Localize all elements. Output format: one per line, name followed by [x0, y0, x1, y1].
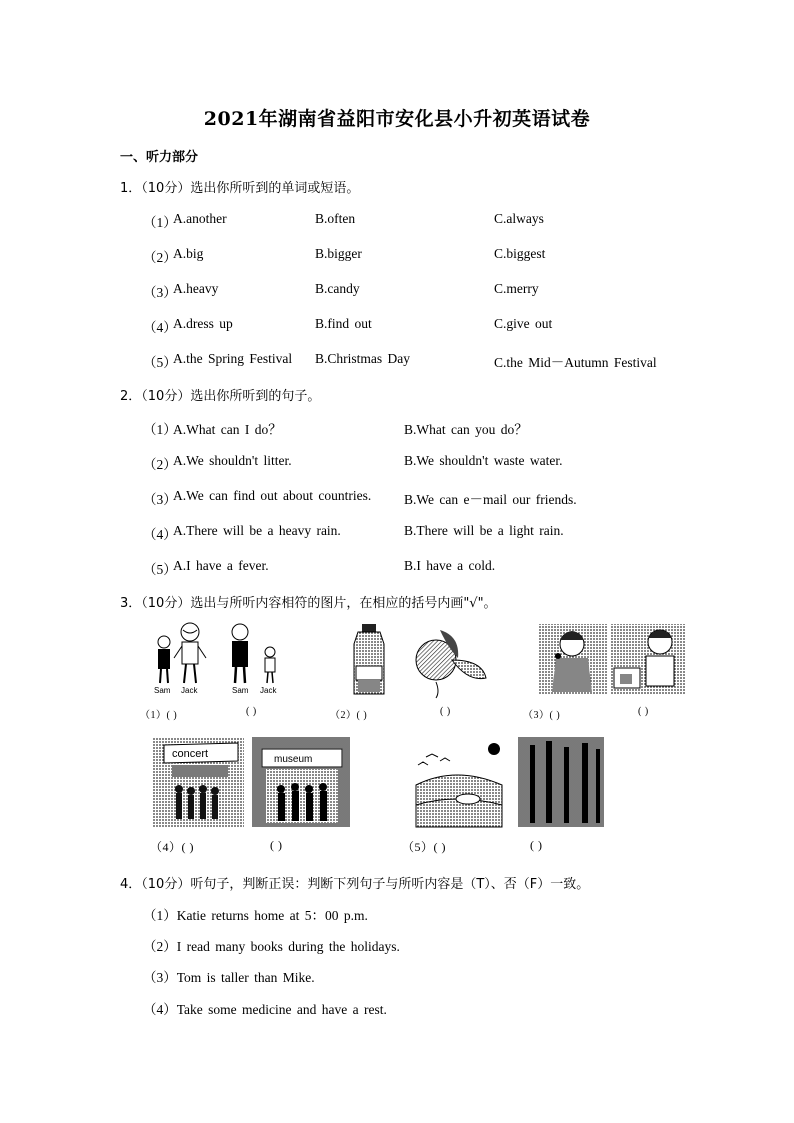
label-sam: Sam [232, 686, 249, 695]
q4-statement: （4）Take some medicine and have a rest. [143, 1002, 387, 1017]
q2-option-a: A.There will be a heavy rain. [173, 523, 341, 538]
section-heading-listening: 一、听力部分 [120, 150, 199, 165]
q1-option-a: A.heavy [173, 281, 219, 296]
q2-item-number: （4） [143, 527, 177, 542]
answer-paren-3b[interactable]: ( ) [638, 706, 649, 717]
answer-paren-5b[interactable]: ( ) [530, 838, 543, 852]
q3-picture-row-1 [140, 620, 700, 700]
q2-item-number: （5） [143, 562, 177, 577]
pic-sam-jack-b [232, 624, 277, 695]
answer-paren-2b[interactable]: ( ) [440, 706, 451, 717]
q1-option-c: C.the Mid－Autumn Festival [494, 355, 657, 370]
label-sam: Sam [154, 686, 171, 695]
q1-item-number: （1） [143, 215, 177, 230]
pic-bottle [354, 624, 384, 694]
q2-option-b: B.We can e－mail our friends. [404, 492, 577, 507]
q1-option-b: B.candy [315, 281, 360, 296]
q2-option-a: A.We shouldn't litter. [173, 453, 292, 468]
q1-option-a: A.the Spring Festival [173, 351, 293, 366]
question-3-stem: 3．（10分）选出与所听内容相符的图片，在相应的括号内画"√"。 [120, 596, 497, 611]
pic-forest [518, 737, 604, 827]
q1-option-b: B.bigger [315, 246, 362, 261]
q1-item-number: （3） [143, 285, 177, 300]
q1-option-c: C.give out [494, 316, 553, 331]
q2-option-a: A.We can find out about countries. [173, 488, 372, 503]
answer-paren-4b[interactable]: ( ) [270, 838, 283, 852]
q1-option-c: C.merry [494, 281, 539, 296]
label-jack: Jack [181, 686, 198, 695]
label-concert: concert [172, 748, 209, 760]
pic-cook [610, 624, 686, 694]
answer-paren-3a[interactable]: （3）( ) [523, 710, 561, 721]
q1-option-a: A.another [173, 211, 227, 226]
q2-option-b: B.What can you do？ [404, 422, 528, 437]
page-title: 2021年湖南省益阳市安化县小升初英语试卷 [203, 108, 591, 130]
pic-sam-jack-a [154, 623, 206, 695]
q1-option-c: C.always [494, 211, 544, 226]
q2-option-b: B.I have a cold. [404, 558, 496, 573]
q1-option-a: A.dress up [173, 316, 233, 331]
pic-singer [538, 624, 608, 694]
q1-option-a: A.big [173, 246, 204, 261]
q1-option-b: B.Christmas Day [315, 351, 410, 366]
q1-item-number: （2） [143, 250, 177, 265]
question-2-stem: 2．（10分）选出你所听到的句子。 [120, 389, 321, 404]
q1-option-b: B.often [315, 211, 356, 226]
q2-item-number: （1） [143, 422, 177, 437]
pic-fruit [416, 630, 486, 698]
answer-paren-2a[interactable]: （2）( ) [330, 710, 368, 721]
pic-landscape [416, 743, 502, 827]
q4-statement: （1）Katie returns home at 5：00 p.m. [143, 908, 368, 923]
q4-statement: （2）I read many books during the holidays. [143, 939, 400, 954]
q2-item-number: （3） [143, 492, 177, 507]
q4-statement: （3）Tom is taller than Mike. [143, 970, 315, 985]
q2-option-b: B.We shouldn't waste water. [404, 453, 563, 468]
question-4-stem: 4．（10分）听句子，判断正误：判断下列句子与所听内容是（T）、否（F）一致。 [120, 877, 590, 892]
answer-paren-4a[interactable]: （4）( ) [150, 840, 194, 854]
answer-paren-1a[interactable]: （1）( ) [140, 710, 178, 721]
q1-item-number: （4） [143, 320, 177, 335]
q2-option-a: A.What can I do？ [173, 422, 282, 437]
q3-picture-row-2 [150, 735, 610, 830]
label-jack: Jack [260, 686, 277, 695]
q2-option-b: B.There will be a light rain. [404, 523, 564, 538]
answer-paren-5a[interactable]: （5）( ) [402, 840, 446, 854]
q1-item-number: （5） [143, 355, 177, 370]
label-museum: museum [274, 754, 313, 765]
q1-option-b: B.find out [315, 316, 372, 331]
question-1-stem: 1．（10分）选出你所听到的单词或短语。 [120, 181, 360, 196]
pic-concert [152, 737, 244, 827]
pic-museum [252, 737, 350, 827]
q2-option-a: A.I have a fever. [173, 558, 269, 573]
q1-option-c: C.biggest [494, 246, 546, 261]
q2-item-number: （2） [143, 457, 177, 472]
answer-paren-1b[interactable]: ( ) [246, 706, 257, 717]
